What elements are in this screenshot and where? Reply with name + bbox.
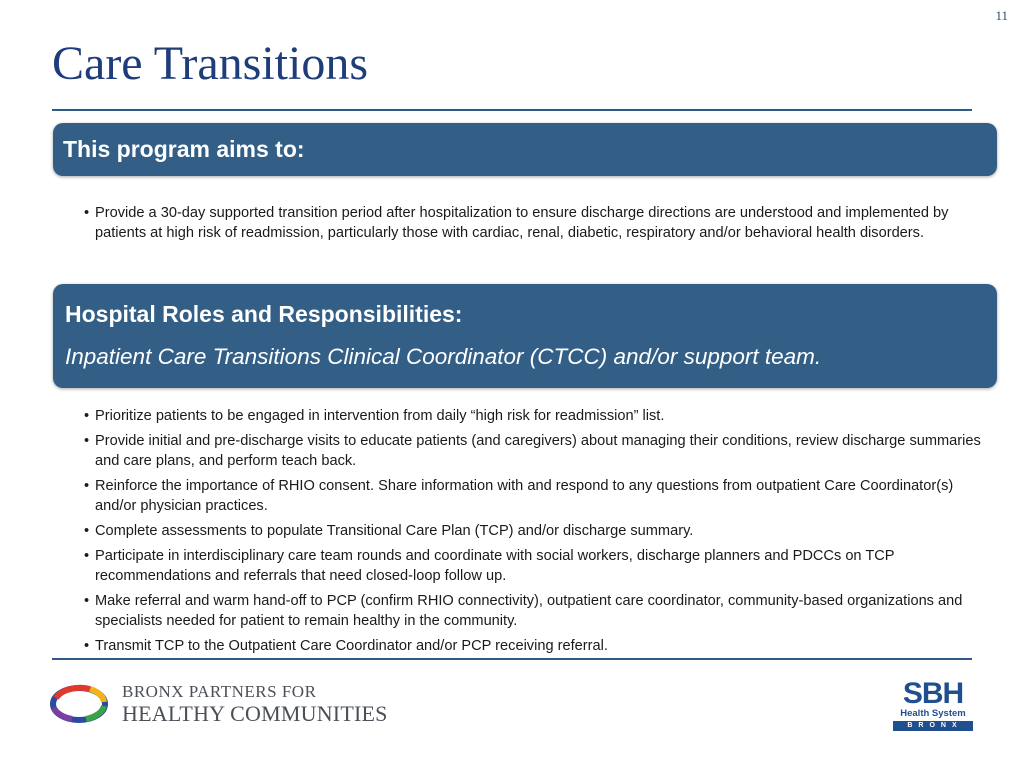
aims-heading: This program aims to: [63, 136, 305, 162]
roles-bullet: • Complete assessments to populate Transitional Care Plan (TCP) and/or discharge summary. [84, 521, 994, 541]
slide-number: 11 [995, 8, 1008, 23]
footer-divider [52, 658, 972, 660]
sbh-bronx: BRONX [893, 721, 973, 731]
title-divider [52, 109, 972, 111]
aims-bullet: • Provide a 30-day supported transition period after hospitalization to ensure discharge directions are understood and implemented by patients at high risk of readmission, particularly those with cardiac, renal, diabetic, respiratory and/or behavioral health disorders. [84, 203, 994, 243]
aims-banner [53, 123, 997, 176]
sbh-name: SBH [902, 677, 964, 710]
roles-banner [53, 284, 997, 388]
slide-title: Care Transitions [52, 37, 369, 90]
roles-bullet: • Prioritize patients to be engaged in intervention from daily “high risk for readmission” list. [84, 406, 994, 426]
roles-list [84, 406, 994, 661]
roles-heading: Hospital Roles and Responsibilities: [65, 301, 463, 327]
bronx-partners-line2: HEALTHY COMMUNITIES [122, 701, 388, 726]
roles-bullet: • Make referral and warm hand-off to PCP (confirm RHIO connectivity), outpatient care coordinator, community-based organizations and specialists needed for patient to remain healthy in the community. [84, 591, 994, 631]
roles-bullet: • Reinforce the importance of RHIO consent. Share information with and respond to any questions from outpatient Care Coordinator(s) and/or physician practices. [84, 476, 994, 516]
roles-bullet: • Transmit TCP to the Outpatient Care Coordinator and/or PCP receiving referral. [84, 636, 994, 656]
bronx-partners-ring-icon [50, 684, 108, 724]
bronx-partners-line1: BRONX PARTNERS FOR [122, 682, 317, 701]
bronx-partners-logo [50, 683, 388, 725]
aims-list [84, 203, 994, 248]
roles-subheading: Inpatient Care Transitions Clinical Coordinator (CTCC) and/or support team. [65, 344, 822, 369]
roles-bullet: • Provide initial and pre-discharge visits to educate patients (and caregivers) about managing their conditions, review discharge summaries and care plans, and perform teach back. [84, 431, 994, 471]
sbh-health-system: Health System [900, 708, 966, 719]
roles-bullet: • Participate in interdisciplinary care team rounds and coordinate with social workers, discharge planners and PDCCs on TCP recommendations and referrals that need closed-loop follow up. [84, 546, 994, 586]
sbh-logo [893, 677, 973, 731]
